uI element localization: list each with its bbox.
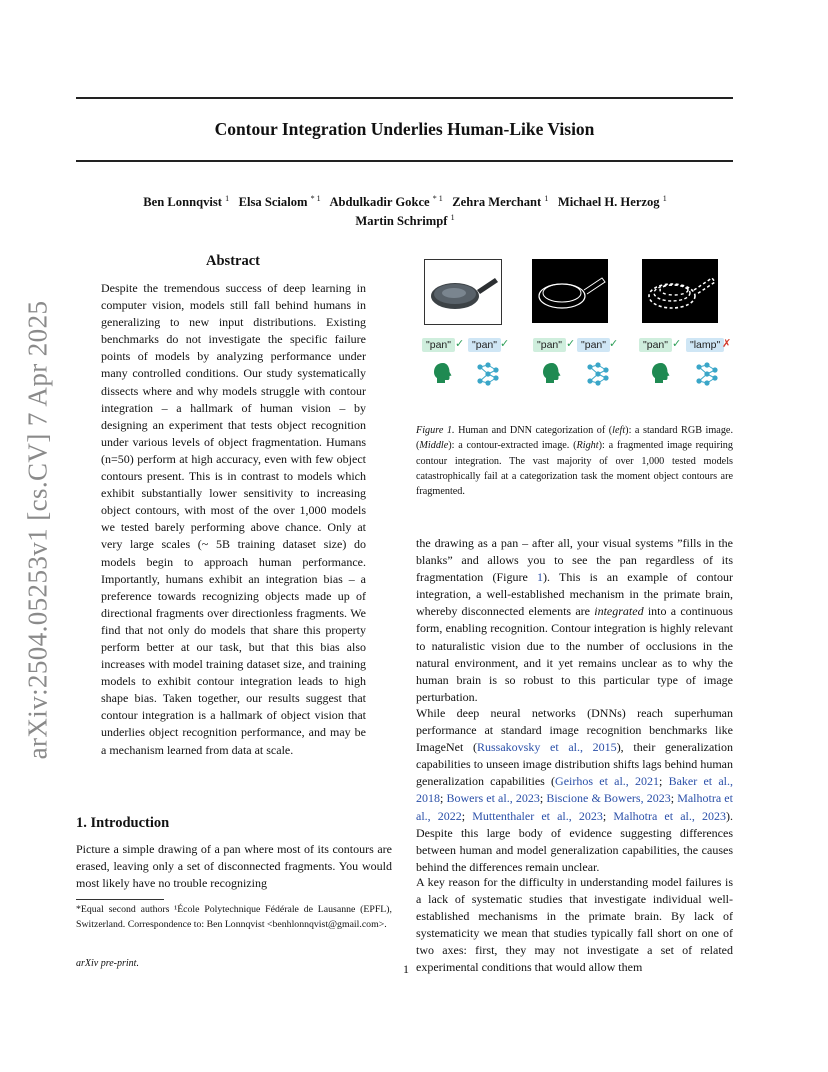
cross-icon: ✗ <box>722 337 732 350</box>
citation-link[interactable]: Russakovsky et al., 2015 <box>476 740 617 755</box>
label-human-rgb: "pan" <box>422 338 455 352</box>
label-model-rgb: "pan" <box>468 338 501 352</box>
paper-title: Contour Integration Underlies Human-Like Vision <box>214 119 595 139</box>
author-list <box>90 191 720 229</box>
citation-link[interactable]: Baker et al., 2018 <box>416 774 733 806</box>
citation-link[interactable]: Bowers et al., 2023 <box>446 791 540 806</box>
intro-paragraph-right-2: While deep neural networks (DNNs) reach superhuman performance at standard image recognition benchmarks like ImageNet (Russakovsky et al., 2015), their generalization capabilities to unseen image distribution shifts lags behind human generalization capabilities (Geirhos et al., 2021; Baker et al., 2018; Bowers et al., 2023; Biscione & Bowers, 2023; Malhotra et al., 2022; Muttenthaler et al., 2023; Malhotra et al., 2023). Despite this large body of evidence suggesting differences between human and model generalization capabilities, the causes behind the differences remain unclear. <box>416 706 733 874</box>
author-5: Martin Schrimpf $^1$ <box>355 213 455 229</box>
footnote: *Equal second authors ¹École Polytechnique Fédérale de Lausanne (EPFL), Switzerland. Correspondence to: Ben Lonnqvist <benhlonnqvist@gmail.com>. <box>76 904 392 930</box>
arxiv-identifier[interactable]: arXiv:2504.05253v1 [cs.CV] 7 Apr 2025 <box>22 300 53 760</box>
figure-panel-rgb-pan <box>424 259 502 325</box>
check-icon: ✓ <box>566 337 576 350</box>
label-human-contour: "pan" <box>533 338 566 352</box>
author-0: Ben Lonnqvist $^1$ <box>143 194 230 210</box>
citation-link[interactable]: Geirhos et al., 2021 <box>555 774 660 789</box>
intro-paragraph-right-3: A key reason for the difficulty in understanding model failures is a lack of systematic studies that investigate individual well-established mechanisms in the primate brain. By lack of systematicity we mean that studies typically fall short on one of two axes: first, they may not investigate a set of related experimental conditions that would allow them <box>416 875 733 975</box>
label-human-fragmented: "pan" <box>639 338 672 352</box>
human-head-icon <box>431 361 455 385</box>
label-model-contour: "pan" <box>577 338 610 352</box>
footnote-rule <box>76 899 164 900</box>
citation-link[interactable]: Biscione & Bowers, 2023 <box>546 791 671 806</box>
human-head-icon <box>649 361 673 385</box>
check-icon: ✓ <box>672 337 682 350</box>
author-4: Michael H. Herzog $^1$ <box>557 194 667 210</box>
preprint-note: arXiv pre-print. <box>76 958 139 969</box>
figure-panel-contour-pan <box>532 259 608 323</box>
network-icon <box>476 361 500 387</box>
author-1: Elsa Scialom $^{* 1}$ <box>238 194 321 210</box>
title-bottom-rule <box>76 160 733 162</box>
network-icon <box>695 361 719 387</box>
citation-link[interactable]: Malhotra et al., 2023 <box>613 808 726 823</box>
intro-paragraph-left: Picture a simple drawing of a pan where most of its contours are erased, leaving only a set of disconnected fragments. You would most likely have no trouble recognizing <box>76 842 392 891</box>
arxiv-stamp <box>18 300 58 760</box>
figure-1 <box>416 255 733 395</box>
figure-panel-fragmented-pan <box>642 259 718 323</box>
network-icon <box>586 361 610 387</box>
page-number: 1 <box>403 962 409 976</box>
author-3: Zehra Merchant $^1$ <box>452 194 549 210</box>
human-head-icon <box>540 361 564 385</box>
abstract-text: Despite the tremendous success of deep learning in computer vision, models still fall behind humans in generalizing to new input distributions. Existing benchmarks do not investigate the specific failure points of models by analyzing performance under many controlled conditions. Our study systematically dissects where and why models struggle with contour integration – a hallmark of human vision – by designing an experiment that tests object recognition under various levels of object fragmentation. Humans (n=50) perform at high accuracy, even with few object contours present. This is in contrast to models which exhibit substantially lower sensitivity to increasing object contours, with most of the over 1,000 models we tested barely performing above chance. Only at very large scales (~ 5B training dataset size) do models begin to approach human performance. Importantly, humans exhibit an integration bias – a preference towards recognizing objects made up of directional fragments over directionless fragments. We find that not only do models that share this property perform better at our task, but that this bias also increases with model training dataset size, and training models to exhibit contour integration leads to high shape bias. Taken together, our results suggest that contour integration is a hallmark of object vision that underlies object recognition performance, and may be a mechanism learned from data at scale. <box>101 281 366 757</box>
citation-link[interactable]: Muttenthaler et al., 2023 <box>472 808 603 823</box>
pan-contour-icon <box>532 259 608 323</box>
pan-photo-icon <box>425 260 501 324</box>
title-top-rule <box>76 97 733 99</box>
pan-fragmented-icon <box>642 259 718 323</box>
check-icon: ✓ <box>500 337 510 350</box>
author-2: Abdulkadir Gokce $^{* 1}$ <box>329 194 443 210</box>
check-icon: ✓ <box>455 337 465 350</box>
figure-1-caption: Figure 1. Human and DNN categorization of (left): a standard RGB image. (Middle): a contour-extracted image. (Right): a fragmented image requiring contour integration. The vast majority of over 1,000 tested models catastrophically fail at a categorization task the moment object contours are fragmented. <box>416 425 733 498</box>
citation-link[interactable]: Malhotra et al., 2022 <box>416 791 733 823</box>
section-heading-introduction: 1. Introduction <box>76 815 170 831</box>
label-model-fragmented: "lamp" <box>686 338 724 352</box>
check-icon: ✓ <box>609 337 619 350</box>
intro-paragraph-right-1: the drawing as a pan – after all, your visual systems ”fills in the blanks” and allows you to see the pan regardless of its fragmentation (Figure 1). This is an example of contour integration, a well-established mechanism in the primate brain, whereby disconnected elements are integrated into a continuous form, enabling recognition. Contour integration is highly relevant to naturalistic vision due to the number of occlusions in the natural environment, and it yet remains unclear as to why the human brain is so robust to this particular type of image perturbation. <box>416 536 733 704</box>
abstract-heading: Abstract <box>206 253 260 269</box>
figure-1-link[interactable]: 1 <box>537 570 544 585</box>
